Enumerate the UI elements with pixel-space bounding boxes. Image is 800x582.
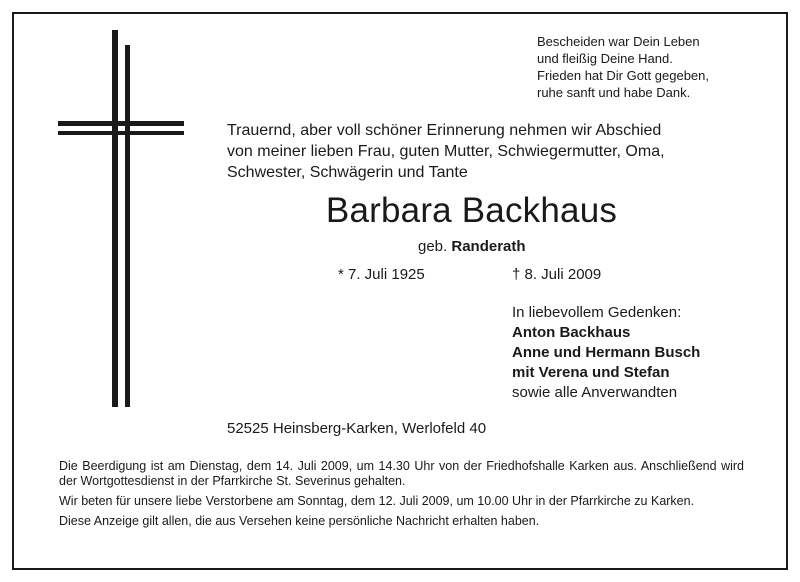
intro-text [227,120,747,183]
mourners-block [512,303,752,403]
intro-line: Trauernd, aber voll schöner Erinnerung nehmen wir Abschied [227,122,662,139]
maiden-prefix: geb. [418,238,448,255]
mourner-name: Anne und Hermann Busch [512,344,701,361]
funeral-note: Die Beerdigung ist am Dienstag, dem 14. Juli 2009, um 14.30 Uhr von der Friedhofshalle Karken aus. Anschließend wird der Wortgottesdienst in der Pfarrkirche St. Severinus gehalten. [59,459,744,488]
address: 52525 Heinsberg-Karken, Werlofeld 40 [227,420,487,437]
poem-line: Frieden hat Dir Gott gegeben, [537,68,709,83]
service-notes [59,459,744,534]
poem-line: ruhe sanft und habe Dank. [537,85,691,100]
maiden-name-line [418,237,526,256]
poem-line: und fleißig Deine Hand. [537,51,673,66]
mourner-name: mit Verena und Stefan [512,364,670,381]
birth-date: * 7. Juli 1925 [338,266,425,283]
deceased-name: Barbara Backhaus [325,191,618,230]
mourner-name: Anton Backhaus [512,324,631,341]
poem [537,33,767,101]
death-date: † 8. Juli 2009 [512,266,602,283]
intro-line: von meiner lieben Frau, guten Mutter, Schwiegermutter, Oma, [227,143,665,160]
mass-note: Wir beten für unsere liebe Verstorbene am Sonntag, dem 12. Juli 2009, um 10.00 Uhr in der Pfarrkirche zu Karken. [59,494,695,508]
intro-line: Schwester, Schwägerin und Tante [227,164,468,181]
maiden-name: Randerath [451,238,526,255]
poem-line: Bescheiden war Dein Leben [537,34,700,49]
cross-icon-horizontal-shadow [58,131,184,135]
mourners-closing: sowie alle Anverwandten [512,384,678,401]
cross-icon-horizontal [58,121,184,126]
notice-note: Diese Anzeige gilt allen, die aus Versehen keine persönliche Nachricht erhalten haben. [59,514,540,528]
mourners-heading: In liebevollem Gedenken: [512,304,682,321]
